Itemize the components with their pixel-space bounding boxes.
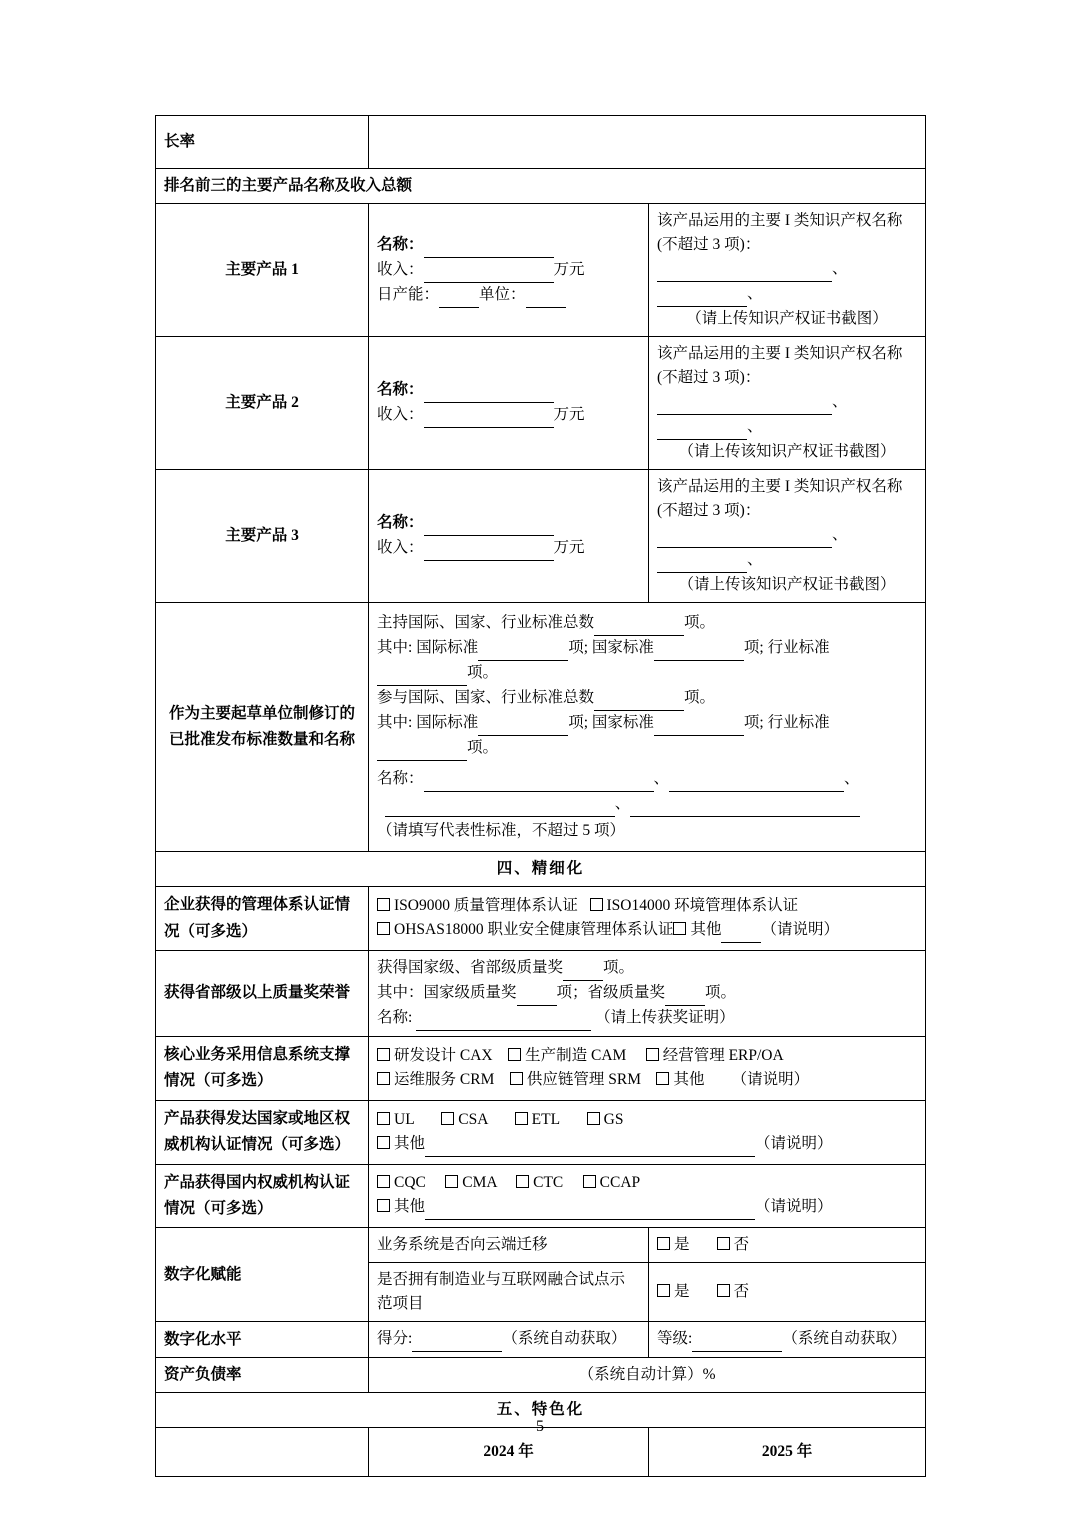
- product-1-capacity-input[interactable]: [439, 283, 479, 308]
- quality-award-total-input[interactable]: [563, 956, 603, 981]
- product-3-income-label: 收入：: [377, 539, 424, 557]
- checkbox-csa[interactable]: CSA: [441, 1111, 487, 1128]
- mgmt-cert-other-note: （请说明）: [761, 921, 839, 939]
- info-system-row-2: [377, 1068, 917, 1092]
- product-2-name-row: [377, 378, 640, 403]
- table-row-digital-level: [156, 1322, 926, 1358]
- standards-name-row: 名称： 、 、: [377, 767, 917, 792]
- product-2-ip-inputs[interactable]: 、 、: [657, 390, 917, 440]
- standards-total-lead-input[interactable]: [594, 611, 684, 636]
- table-row-product-1: [156, 204, 926, 337]
- product-1-ip-cell: [649, 204, 926, 337]
- product-1-capacity-label: 日产能：: [377, 285, 440, 303]
- info-system-note: （请说明）: [731, 1071, 810, 1089]
- info-system-label: 核心业务采用信息系统支撑情况（可多选）: [156, 1037, 369, 1101]
- year-header-2024: 2024 年: [369, 1428, 649, 1477]
- debt-ratio-label: 资产负债率: [156, 1358, 369, 1393]
- checkbox-crm[interactable]: 运维服务 CRM: [377, 1071, 494, 1088]
- product-2-income-input[interactable]: [424, 403, 554, 428]
- mgmt-cert-other-input[interactable]: [721, 918, 761, 943]
- standards-lead-national-input[interactable]: [654, 636, 744, 661]
- table-row-digital-enable-1: [156, 1228, 926, 1263]
- standards-line-4: 其中: 国际标准 项; 国家标准 项; 行业标准 项。: [377, 711, 917, 761]
- quality-award-note: （请上传获奖证明）: [595, 1009, 735, 1027]
- digital-level-grade-value: [692, 1327, 782, 1352]
- standards-fields: [369, 603, 926, 852]
- standards-part-intl-input[interactable]: [478, 711, 568, 736]
- checkbox-ohsas18000[interactable]: OHSAS18000 职业安全健康管理体系认证: [377, 921, 673, 938]
- checkbox-gs[interactable]: GS: [587, 1111, 624, 1128]
- quality-award-national-input[interactable]: [517, 981, 557, 1006]
- product-1-label: 主要产品 1: [156, 204, 369, 337]
- table-row-top3-header: [156, 169, 926, 204]
- product-2-name-label: 名称：: [377, 381, 424, 399]
- application-form-table: [155, 115, 926, 1477]
- growth-rate-label: 长率: [156, 116, 369, 169]
- product-3-income-input[interactable]: [424, 536, 554, 561]
- standards-label: 作为主要起草单位制修订的已批准发布标准数量和名称: [156, 603, 369, 852]
- checkbox-info-other[interactable]: 其他: [656, 1071, 704, 1088]
- top3-header-label: 排名前三的主要产品名称及收入总额: [156, 169, 926, 204]
- info-system-row-1: [377, 1044, 917, 1068]
- standards-lead-industry-input[interactable]: [377, 661, 467, 686]
- quality-award-provincial-input[interactable]: [665, 981, 705, 1006]
- quality-award-line-1: 获得国家级、省部级质量奖 项。: [377, 956, 917, 981]
- foreign-cert-note: （请说明）: [755, 1134, 833, 1152]
- standards-name-input-3[interactable]: [385, 792, 615, 817]
- product-2-ip-title: 该产品运用的主要 I 类知识产权名称(不超过 3 项)：: [657, 345, 903, 387]
- table-row-domestic-cert: [156, 1164, 926, 1228]
- product-1-income-label: 收入：: [377, 260, 424, 278]
- quality-award-label: 获得省部级以上质量奖荣誉: [156, 951, 369, 1037]
- checkbox-mgmt-other[interactable]: 其他: [673, 921, 721, 938]
- product-3-name-label: 名称：: [377, 514, 424, 532]
- product-3-income-unit: 万元: [553, 539, 585, 557]
- checkbox-cloud-no[interactable]: 否: [717, 1236, 750, 1253]
- digital-level-score: 得分: （系统自动获取）: [369, 1322, 649, 1358]
- table-row-section4: [156, 852, 926, 887]
- mgmt-cert-label: 企业获得的管理体系认证情况（可多选）: [156, 887, 369, 951]
- table-row-standards: [156, 603, 926, 852]
- checkbox-erp-oa[interactable]: 经营管理 ERP/OA: [646, 1047, 784, 1064]
- product-1-capacity-unit-input[interactable]: [526, 283, 566, 308]
- foreign-cert-label: 产品获得发达国家或地区权威机构认证情况（可多选）: [156, 1100, 369, 1164]
- product-1-capacity-unit-label: 单位：: [479, 285, 526, 303]
- product-1-fields: [369, 204, 649, 337]
- product-3-name-input[interactable]: [424, 511, 554, 536]
- standards-name-input-1[interactable]: [424, 767, 654, 792]
- domestic-cert-note: （请说明）: [755, 1198, 833, 1216]
- domestic-cert-other-input[interactable]: [425, 1195, 755, 1220]
- quality-award-line-3: 名称: （请上传获奖证明）: [377, 1006, 917, 1031]
- digital-enable-q1-answers: [649, 1228, 926, 1263]
- table-row-product-2: [156, 337, 926, 470]
- standards-note: （请填写代表性标准，不超过 5 项）: [377, 822, 626, 840]
- product-1-name-input[interactable]: [424, 233, 554, 258]
- product-1-income-input[interactable]: [424, 258, 554, 283]
- product-1-income-unit: 万元: [553, 260, 585, 278]
- digital-enable-q2: 是否拥有制造业与互联网融合试点示范项目: [369, 1263, 649, 1322]
- foreign-cert-options: [369, 1100, 926, 1164]
- table-row-debt-ratio: [156, 1358, 926, 1393]
- product-3-name-row: [377, 511, 640, 536]
- table-row-mgmt-cert: [156, 887, 926, 951]
- product-1-name-label: 名称：: [377, 235, 424, 253]
- product-1-income-row: [377, 258, 640, 283]
- checkbox-iso14000[interactable]: ISO14000 环境管理体系认证: [590, 897, 799, 914]
- checkbox-cqc[interactable]: CQC: [377, 1174, 426, 1191]
- checkbox-pilot-yes[interactable]: 是: [657, 1283, 690, 1300]
- table-row-info-system: [156, 1037, 926, 1101]
- growth-rate-value[interactable]: [369, 116, 926, 169]
- product-3-ip-title: 该产品运用的主要 I 类知识产权名称(不超过 3 项)：: [657, 478, 903, 520]
- product-3-fields: [369, 470, 649, 603]
- domestic-cert-options: [369, 1164, 926, 1228]
- table-row-product-3: [156, 470, 926, 603]
- checkbox-cax[interactable]: 研发设计 CAX: [377, 1047, 493, 1064]
- debt-ratio-value: （系统自动计算）%: [369, 1358, 926, 1393]
- table-row-foreign-cert: [156, 1100, 926, 1164]
- digital-level-label: 数字化水平: [156, 1322, 369, 1358]
- standards-part-national-input[interactable]: [654, 711, 744, 736]
- product-1-name-row: [377, 233, 640, 258]
- standards-line-2: 其中: 国际标准 项; 国家标准 项; 行业标准 项。: [377, 636, 917, 686]
- checkbox-etl[interactable]: ETL: [515, 1111, 560, 1128]
- product-2-income-unit: 万元: [553, 406, 585, 424]
- product-2-fields: [369, 337, 649, 470]
- standards-line-1: 主持国际、国家、行业标准总数 项。: [377, 611, 917, 636]
- standards-line-3: 参与国际、国家、行业标准总数 项。: [377, 686, 917, 711]
- section-title-5: 五、特色化: [156, 1393, 926, 1428]
- product-1-ip-title: 该产品运用的主要 I 类知识产权名称(不超过 3 项)：: [657, 212, 903, 254]
- checkbox-iso9000[interactable]: ISO9000 质量管理体系认证: [377, 897, 578, 914]
- digital-enable-q1: 业务系统是否向云端迁移: [369, 1228, 649, 1263]
- quality-award-name-input[interactable]: [416, 1006, 591, 1031]
- quality-award-line-2: 其中：国家级质量奖 项；省级质量奖 项。: [377, 981, 917, 1006]
- foreign-cert-other-input[interactable]: [425, 1132, 755, 1157]
- standards-name-input-2[interactable]: [669, 767, 844, 792]
- checkbox-ctc[interactable]: CTC: [516, 1174, 563, 1191]
- checkbox-cam[interactable]: 生产制造 CAM: [508, 1047, 626, 1064]
- year-header-2025: 2025 年: [649, 1428, 926, 1477]
- standards-name-input-4[interactable]: [630, 792, 860, 817]
- table-row-growth-rate: [156, 116, 926, 169]
- standards-total-participate-input[interactable]: [594, 686, 684, 711]
- checkbox-foreign-other[interactable]: 其他: [377, 1135, 425, 1152]
- checkbox-domestic-other[interactable]: 其他: [377, 1198, 425, 1215]
- standards-name-row-2: 、: [377, 792, 917, 817]
- product-3-ip-cell: [649, 470, 926, 603]
- product-3-label: 主要产品 3: [156, 470, 369, 603]
- page-number: 5: [536, 1418, 544, 1435]
- digital-level-score-value: [412, 1327, 502, 1352]
- digital-enable-q2-answers: [649, 1263, 926, 1322]
- info-system-options: [369, 1037, 926, 1101]
- digital-enable-label: 数字化赋能: [156, 1228, 369, 1322]
- checkbox-ul[interactable]: UL: [377, 1111, 414, 1128]
- checkbox-srm[interactable]: 供应链管理 SRM: [510, 1071, 641, 1088]
- product-2-income-row: [377, 403, 640, 428]
- foreign-cert-row-2: [377, 1132, 917, 1157]
- section-title-4: 四、精细化: [156, 852, 926, 887]
- mgmt-cert-options: [369, 887, 926, 951]
- checkbox-pilot-no[interactable]: 否: [717, 1283, 750, 1300]
- product-1-capacity-row: [377, 283, 640, 308]
- domestic-cert-row-2: [377, 1195, 917, 1220]
- product-1-ip-note: （请上传知识产权证书截图）: [686, 310, 888, 328]
- product-1-ip-inputs[interactable]: 、 、: [657, 257, 917, 307]
- product-2-ip-cell: [649, 337, 926, 470]
- table-row-quality-award: [156, 951, 926, 1037]
- product-2-name-input[interactable]: [424, 378, 554, 403]
- product-3-ip-inputs[interactable]: 、 、: [657, 523, 917, 573]
- domestic-cert-row-1: [377, 1171, 917, 1195]
- digital-level-grade: 等级: （系统自动获取）: [649, 1322, 926, 1358]
- checkbox-cloud-yes[interactable]: 是: [657, 1236, 690, 1253]
- foreign-cert-row-1: [377, 1108, 917, 1132]
- product-3-ip-note: （请上传该知识产权证书截图）: [678, 576, 896, 594]
- product-2-income-label: 收入：: [377, 406, 424, 424]
- quality-award-fields: [369, 951, 926, 1037]
- mgmt-cert-row-2: [377, 918, 917, 943]
- product-2-label: 主要产品 2: [156, 337, 369, 470]
- checkbox-cma[interactable]: CMA: [445, 1174, 496, 1191]
- standards-part-industry-input[interactable]: [377, 736, 467, 761]
- domestic-cert-label: 产品获得国内权威机构认证情况（可多选）: [156, 1164, 369, 1228]
- product-2-ip-note: （请上传该知识产权证书截图）: [678, 443, 896, 461]
- checkbox-ccap[interactable]: CCAP: [583, 1174, 641, 1191]
- standards-lead-intl-input[interactable]: [478, 636, 568, 661]
- product-3-income-row: [377, 536, 640, 561]
- mgmt-cert-row-1: [377, 894, 917, 918]
